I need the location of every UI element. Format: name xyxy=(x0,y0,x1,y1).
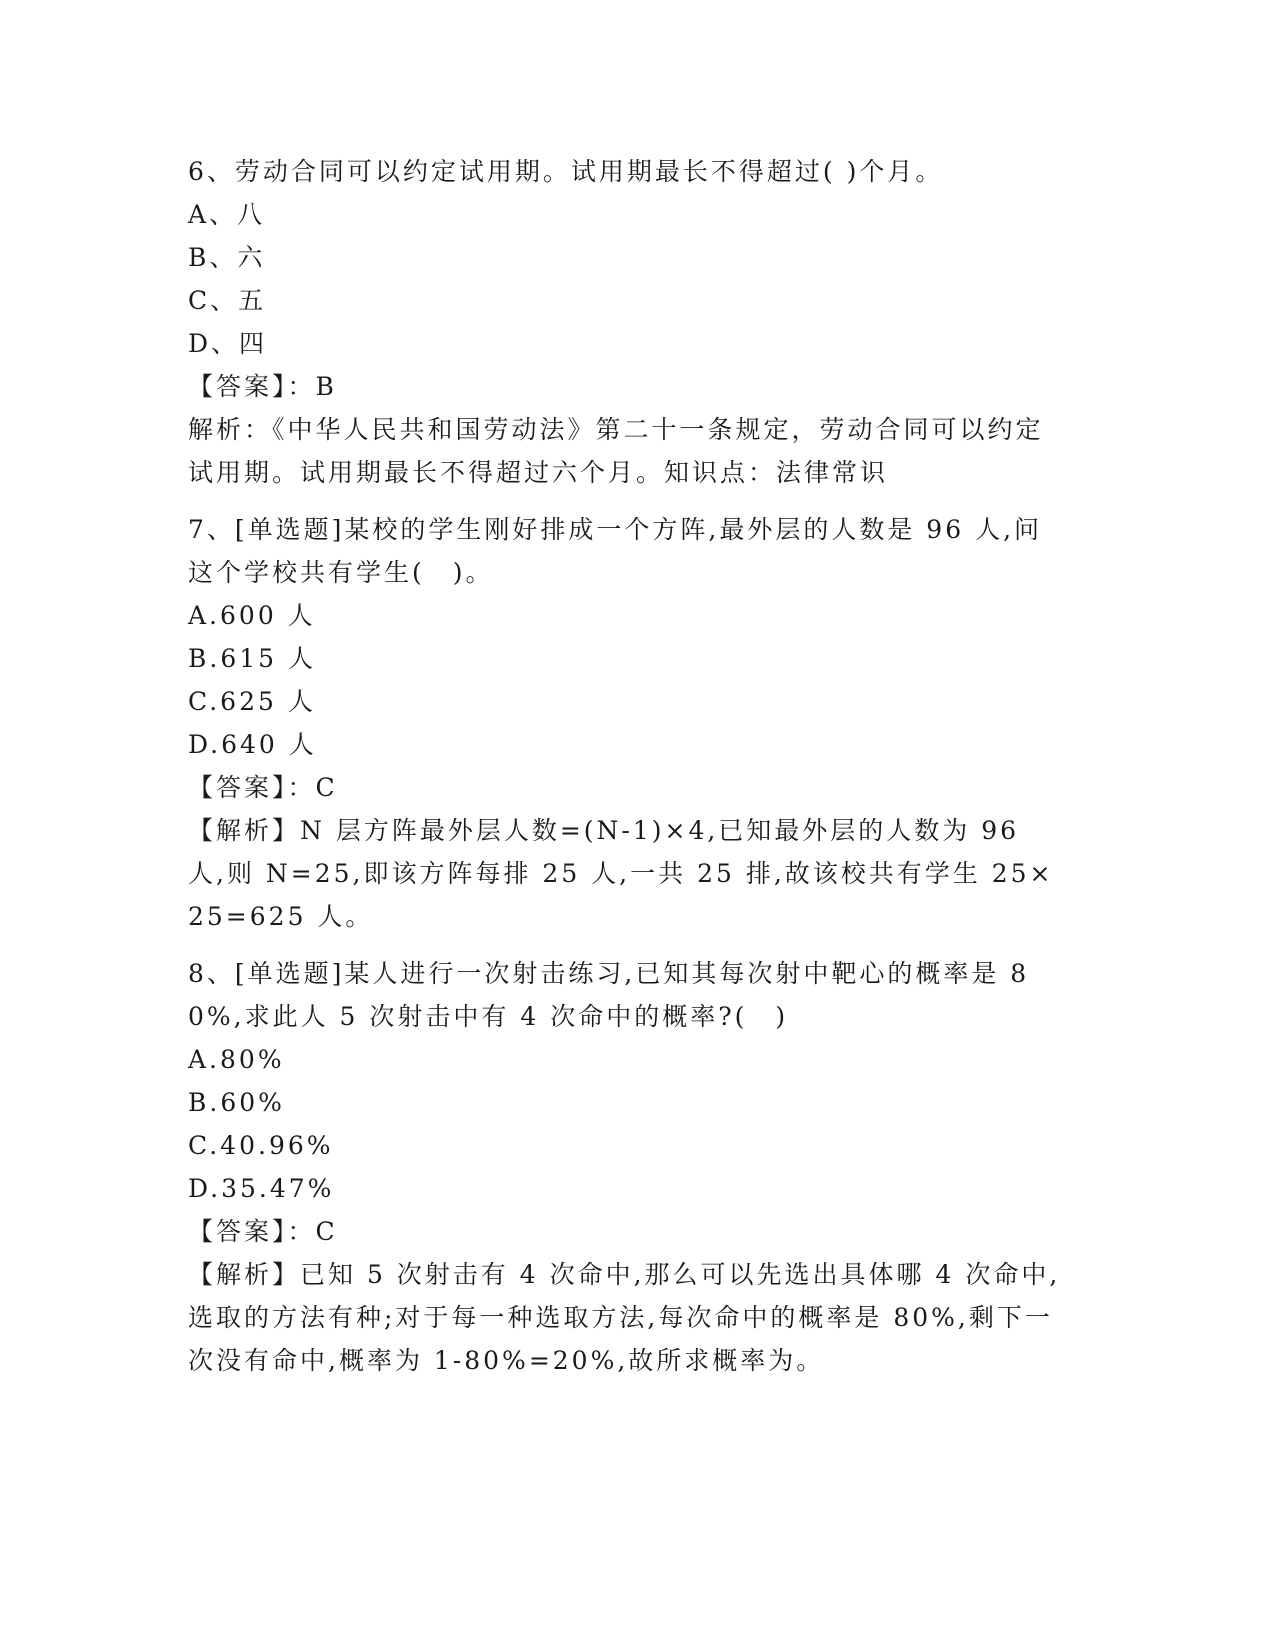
question-7 xyxy=(188,508,1068,938)
answer-line: 【答案】：C xyxy=(188,773,338,802)
document-content xyxy=(188,150,1068,1382)
explanation: 【解析】已知 5 次射击有 4 次命中,那么可以先选出具体哪 4 次命中,选取的方法有种;对于每一种选取方法,每次命中的概率是 80%,剩下一次没有命中,概率为 1-80%=20%,故所求概率为。 xyxy=(188,1260,1061,1375)
explanation: 【解析】N 层方阵最外层人数=(N-1)×4,已知最外层的人数为 96 人,则 N=25,即该方阵每排 25 人,一共 25 排,故该校共有学生 25×25=625 人。 xyxy=(188,816,1054,931)
question-8 xyxy=(188,952,1068,1382)
question-6 xyxy=(188,150,1068,494)
option-d: D.35.47% xyxy=(188,1174,335,1203)
option-b: B.615 人 xyxy=(188,644,316,673)
question-stem: 6、劳动合同可以约定试用期。试用期最长不得超过( )个月。 xyxy=(188,157,944,186)
option-a: A、八 xyxy=(188,200,266,229)
option-b: B.60% xyxy=(188,1088,285,1117)
option-a: A.600 人 xyxy=(188,601,316,630)
answer-line: 【答案】：C xyxy=(188,1217,338,1246)
option-c: C、五 xyxy=(188,286,267,315)
option-c: C.625 人 xyxy=(188,687,316,716)
option-d: D.640 人 xyxy=(188,730,317,759)
question-stem: 8、[单选题]某人进行一次射击练习,已知其每次射中靶心的概率是 80%,求此人 5 次射击中有 4 次命中的概率?( ) xyxy=(188,959,1030,1031)
option-a: A.80% xyxy=(188,1045,285,1074)
option-b: B、六 xyxy=(188,243,266,272)
option-c: C.40.96% xyxy=(188,1131,334,1160)
option-d: D、四 xyxy=(188,329,268,358)
question-stem: 7、[单选题]某校的学生刚好排成一个方阵,最外层的人数是 96 人,问这个学校共有学生( )。 xyxy=(188,515,1043,587)
answer-line: 【答案】：B xyxy=(188,372,337,401)
explanation: 解析：《中华人民共和国劳动法》第二十一条规定，劳动合同可以约定试用期。试用期最长不得超过六个月。知识点：法律常识 xyxy=(188,415,1044,487)
